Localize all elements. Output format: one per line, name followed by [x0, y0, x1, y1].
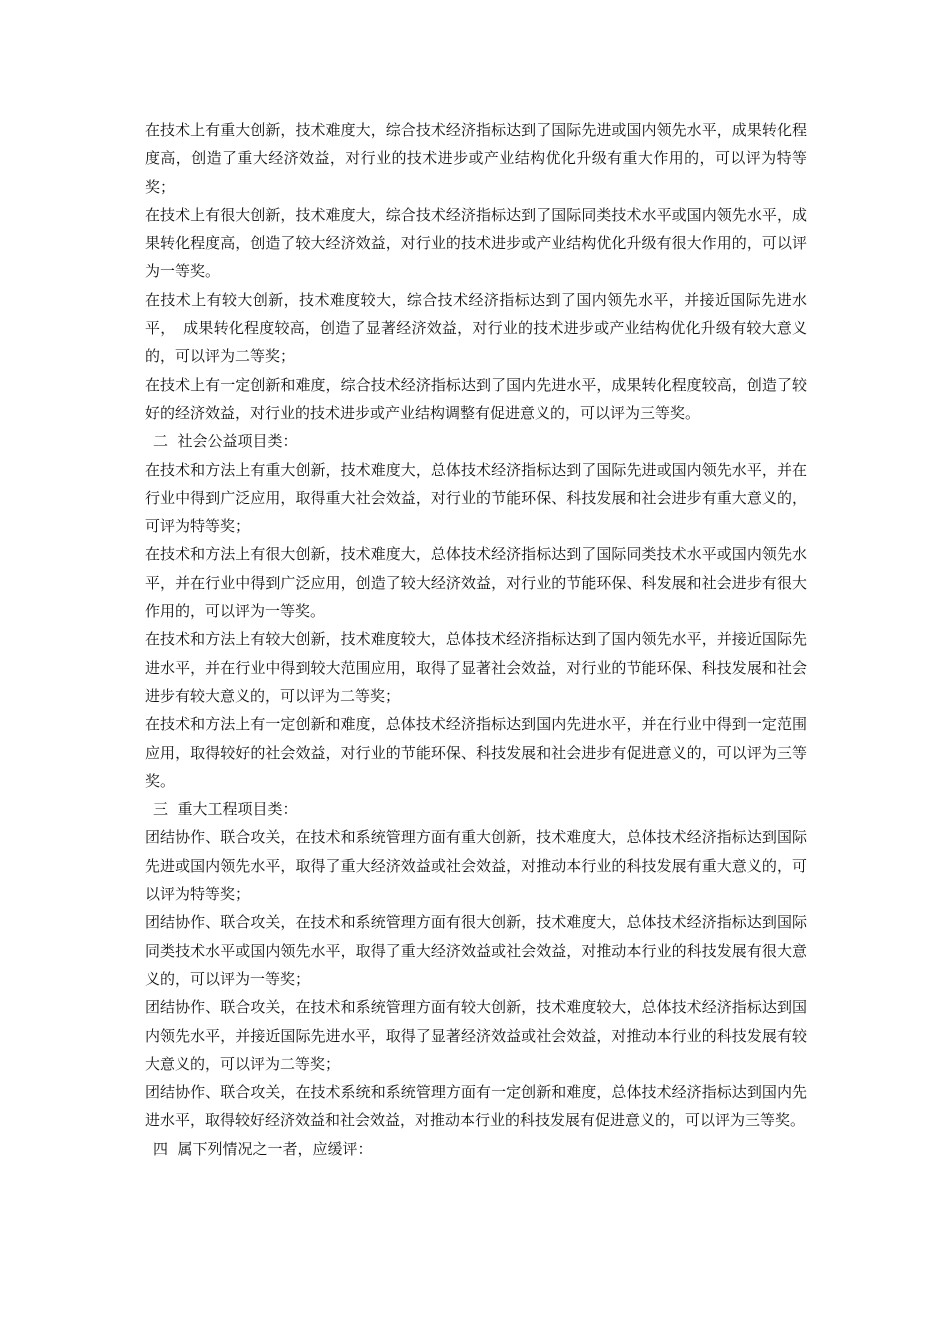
paragraph-first-award-technical: 在技术上有很大创新，技术难度大，综合技术经济指标达到了国际同类技术水平或国内领先水平，成果转化程度高，创造了较大经济效益，对行业的技术进步或产业结构优化升级有很大作用的，可以评为一等奖。 — [145, 205, 807, 281]
paragraph-third-award-engineering: 团结协作、联合攻关，在技术系统和系统管理方面有一定创新和难度，总体技术经济指标达到国内先进水平，取得较好经济效益和社会效益，对推动本行业的科技发展有促进意义的，可以评为三等奖。 — [145, 1083, 807, 1130]
section-heading-major-engineering: 三 重大工程项目类： — [153, 800, 298, 819]
paragraph-special-award-technical: 在技术上有重大创新，技术难度大，综合技术经济指标达到了国际先进或国内领先水平，成果转化程度高，创造了重大经济效益，对行业的技术进步或产业结构优化升级有重大作用的，可以评为特等奖； — [145, 121, 807, 196]
paragraph-special-award-engineering: 团结协作、联合攻关，在技术和系统管理方面有重大创新，技术难度大，总体技术经济指标达到国际先进或国内领先水平，取得了重大经济效益或社会效益，对推动本行业的科技发展有重大意义的，可以评为特等奖； — [145, 828, 807, 904]
paragraph-third-award-technical: 在技术上有一定创新和难度，综合技术经济指标达到了国内先进水平，成果转化程度较高，创造了较好的经济效益，对行业的技术进步或产业结构调整有促进意义的，可以评为三等奖。 — [145, 375, 807, 422]
paragraph-second-award-technical: 在技术上有较大创新，技术难度较大，综合技术经济指标达到了国内领先水平，并接近国际先进水平， 成果转化程度较高，创造了显著经济效益，对行业的技术进步或产业结构优化升级有较大意义的，可以评为二等奖； — [145, 290, 807, 366]
paragraph-first-award-public-welfare: 在技术和方法上有很大创新，技术难度大，总体技术经济指标达到了国际同类技术水平或国内领先水平，并在行业中得到广泛应用，创造了较大经济效益，对行业的节能环保、科发展和社会进步有很大作用的，可以评为一等奖。 — [145, 545, 807, 621]
section-heading-public-welfare: 二 社会公益项目类： — [153, 432, 298, 451]
paragraph-second-award-public-welfare: 在技术和方法上有较大创新，技术难度较大，总体技术经济指标达到了国内领先水平，并接近国际先进水平，并在行业中得到较大范围应用，取得了显著社会效益，对行业的节能环保、科技发展和社会进步有较大意义的，可以评为二等奖； — [145, 630, 807, 705]
paragraph-third-award-public-welfare: 在技术和方法上有一定创新和难度，总体技术经济指标达到国内先进水平，并在行业中得到一定范围应用，取得较好的社会效益，对行业的节能环保、科技发展和社会进步有促进意义的，可以评为三等奖。 — [145, 715, 807, 790]
paragraph-second-award-engineering: 团结协作、联合攻关，在技术和系统管理方面有较大创新，技术难度较大，总体技术经济指标达到国内领先水平，并接近国际先进水平，取得了显著经济效益或社会效益，对推动本行业的科技发展有较大意义的，可以评为二等奖； — [145, 998, 807, 1073]
paragraph-special-award-public-welfare: 在技术和方法上有重大创新，技术难度大，总体技术经济指标达到了国际先进或国内领先水平，并在行业中得到广泛应用，取得重大社会效益，对行业的节能环保、科技发展和社会进步有重大意义的，可评为特等奖； — [145, 460, 807, 536]
section-heading-deferred-evaluation: 四 属下列情况之一者，应缓评： — [153, 1139, 373, 1158]
document-page — [145, 116, 807, 1163]
paragraph-first-award-engineering: 团结协作、联合攻关，在技术和系统管理方面有很大创新，技术难度大，总体技术经济指标达到国际同类技术水平或国内领先水平，取得了重大经济效益或社会效益，对推动本行业的科技发展有很大意义的，可以评为一等奖； — [145, 913, 807, 988]
